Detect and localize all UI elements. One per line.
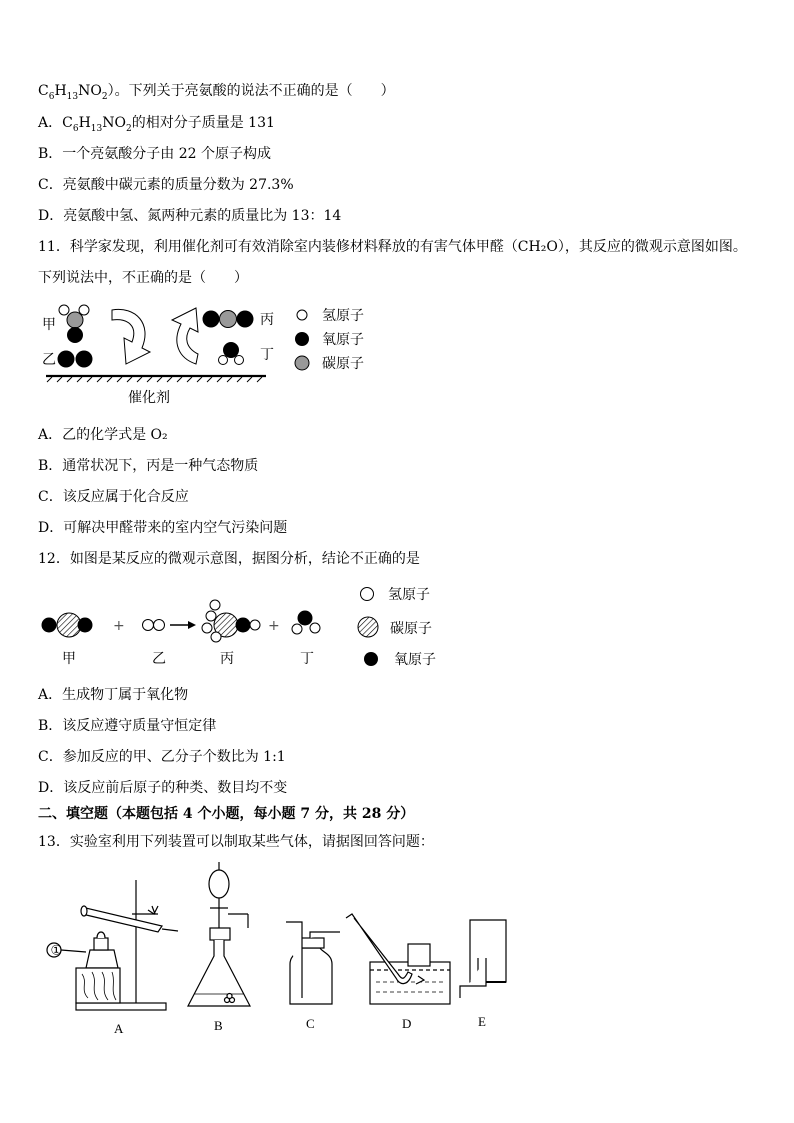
q11-label-jia: 甲 bbox=[42, 317, 56, 333]
curved-arrow-icon bbox=[172, 308, 198, 364]
q11-legend-oxygen: 氧原子 bbox=[322, 332, 364, 348]
apparatus-label-b: B bbox=[214, 1018, 223, 1033]
q11-label-bing: 丙 bbox=[260, 312, 274, 328]
apparatus-b bbox=[188, 862, 250, 1006]
q11-legend-hydrogen: 氢原子 bbox=[322, 308, 364, 324]
q12-label-jia: 甲 bbox=[62, 651, 76, 667]
oxygen-atom bbox=[67, 327, 83, 343]
q12-option-d[interactable]: D．该反应前后原子的种类、数目均不变 bbox=[38, 780, 288, 796]
apparatus-c bbox=[286, 922, 340, 1004]
hydrogen-atom bbox=[210, 600, 220, 610]
q12-label-yi: 乙 bbox=[152, 651, 166, 667]
apparatus-label-e: E bbox=[478, 1014, 486, 1029]
q12-option-a[interactable]: A．生成物丁属于氧化物 bbox=[38, 687, 189, 703]
q12-legend-oxygen: 氧原子 bbox=[394, 652, 436, 668]
apparatus-a bbox=[47, 880, 178, 1010]
hydrogen-atom bbox=[79, 305, 89, 315]
apparatus-d bbox=[346, 914, 450, 1004]
q12-option-b[interactable]: B．该反应遵守质量守恒定律 bbox=[38, 718, 217, 734]
hydrogen-atom bbox=[310, 623, 320, 633]
q11-legend-carbon: 碳原子 bbox=[322, 356, 364, 372]
oxygen-atom bbox=[236, 618, 251, 633]
oxygen-atom bbox=[223, 342, 239, 358]
hydrogen-atom bbox=[206, 611, 216, 621]
q12-legend-carbon: 碳原子 bbox=[390, 621, 432, 637]
legend-hydrogen-icon bbox=[297, 310, 307, 320]
q10-stem-text: ）。下列关于亮氨酸的说法不正确的是（ ） bbox=[107, 83, 395, 99]
hydrogen-atom bbox=[59, 305, 69, 315]
q12-figure bbox=[38, 580, 458, 672]
legend-oxygen-icon bbox=[295, 332, 309, 346]
q10-option-d[interactable]: D．亮氨酸中氢、氮两种元素的质量比为 13：14 bbox=[38, 208, 342, 224]
legend-carbon-icon bbox=[358, 617, 378, 637]
q10-option-a-prefix: A． bbox=[38, 115, 63, 131]
catalyst-hatching bbox=[47, 377, 262, 382]
apparatus-a-circle-label: ① bbox=[50, 942, 63, 958]
curved-arrow-icon bbox=[112, 309, 150, 364]
hydrogen-atom bbox=[219, 356, 228, 365]
hydrogen-atom bbox=[202, 623, 212, 633]
q11-option-d[interactable]: D．可解决甲醛带来的室内空气污染问题 bbox=[38, 520, 288, 536]
carbon-atom bbox=[67, 312, 83, 328]
apparatus-label-c: C bbox=[306, 1016, 315, 1031]
q10-stem: $C_6H_{13}NO_2$）。下列关于亮氨酸的说法不正确的是（ ） bbox=[38, 83, 395, 102]
q11-option-c[interactable]: C．该反应属于化合反应 bbox=[38, 489, 189, 505]
carbon-atom bbox=[57, 613, 81, 637]
q11-figure bbox=[38, 298, 388, 410]
hydrogen-atom bbox=[235, 356, 244, 365]
q11-stem: 11．科学家发现，利用催化剂可有效消除室内装修材料释放的有害气体甲醛（CH₂O），其反应的微观示意图如图。下列说法中，不正确的是（ ） bbox=[38, 239, 747, 286]
q10-option-c[interactable]: C．亮氨酸中碳元素的质量分数为 27.3% bbox=[38, 177, 294, 193]
legend-hydrogen-icon bbox=[361, 588, 374, 601]
q12-label-bing: 丙 bbox=[220, 651, 234, 667]
hydrogen-atom bbox=[292, 624, 302, 634]
q12-label-ding: 丁 bbox=[300, 651, 314, 667]
oxygen-atom bbox=[58, 351, 75, 368]
q11-label-yi: 乙 bbox=[42, 352, 56, 368]
q12-stem: 12．如图是某反应的微观示意图，据图分析，结论不正确的是 bbox=[38, 551, 420, 567]
legend-oxygen-icon bbox=[364, 652, 378, 666]
apparatus-label-d: D bbox=[402, 1016, 412, 1031]
oxygen-atom bbox=[78, 618, 93, 633]
q11-option-a[interactable]: A．乙的化学式是 O₂ bbox=[38, 427, 168, 443]
apparatus-label-a: A bbox=[114, 1021, 124, 1036]
q13-stem: 13．实验室利用下列装置可以制取某些气体，请据图回答问题： bbox=[38, 834, 434, 850]
oxygen-atom bbox=[298, 611, 313, 626]
oxygen-atom bbox=[76, 351, 93, 368]
q10-option-a-text: 的相对分子质量是 131 bbox=[131, 115, 275, 131]
q10-option-b[interactable]: B．一个亮氨酸分子由 22 个原子构成 bbox=[38, 146, 272, 162]
hydrogen-atom bbox=[143, 620, 154, 631]
q12-plus-sign: + bbox=[113, 618, 125, 634]
hydrogen-atom bbox=[250, 620, 260, 630]
carbon-atom bbox=[220, 311, 237, 328]
q12-plus-sign: + bbox=[268, 618, 280, 634]
q11-label-ding: 丁 bbox=[260, 347, 274, 363]
q13-apparatus-figure bbox=[40, 858, 520, 1038]
arrow-head-icon bbox=[188, 621, 196, 629]
q12-option-c[interactable]: C．参加反应的甲、乙分子个数比为 1:1 bbox=[38, 749, 286, 765]
oxygen-atom bbox=[42, 618, 57, 633]
apparatus-e bbox=[460, 920, 506, 998]
legend-carbon-icon bbox=[295, 356, 309, 370]
q11-label-catalyst: 催化剂 bbox=[128, 390, 170, 406]
oxygen-atom bbox=[237, 311, 254, 328]
q12-legend-hydrogen: 氢原子 bbox=[388, 587, 430, 603]
hydrogen-atom bbox=[211, 632, 221, 642]
q10-option-a[interactable]: A．$C_6H_{13}NO_2$的相对分子质量是 131 bbox=[38, 115, 275, 134]
hydrogen-atom bbox=[154, 620, 165, 631]
section-heading: 二、填空题（本题包括 4 个小题，每小题 7 分，共 28 分） bbox=[38, 806, 415, 822]
oxygen-atom bbox=[203, 311, 220, 328]
q11-option-b[interactable]: B．通常状况下，丙是一种气态物质 bbox=[38, 458, 259, 474]
